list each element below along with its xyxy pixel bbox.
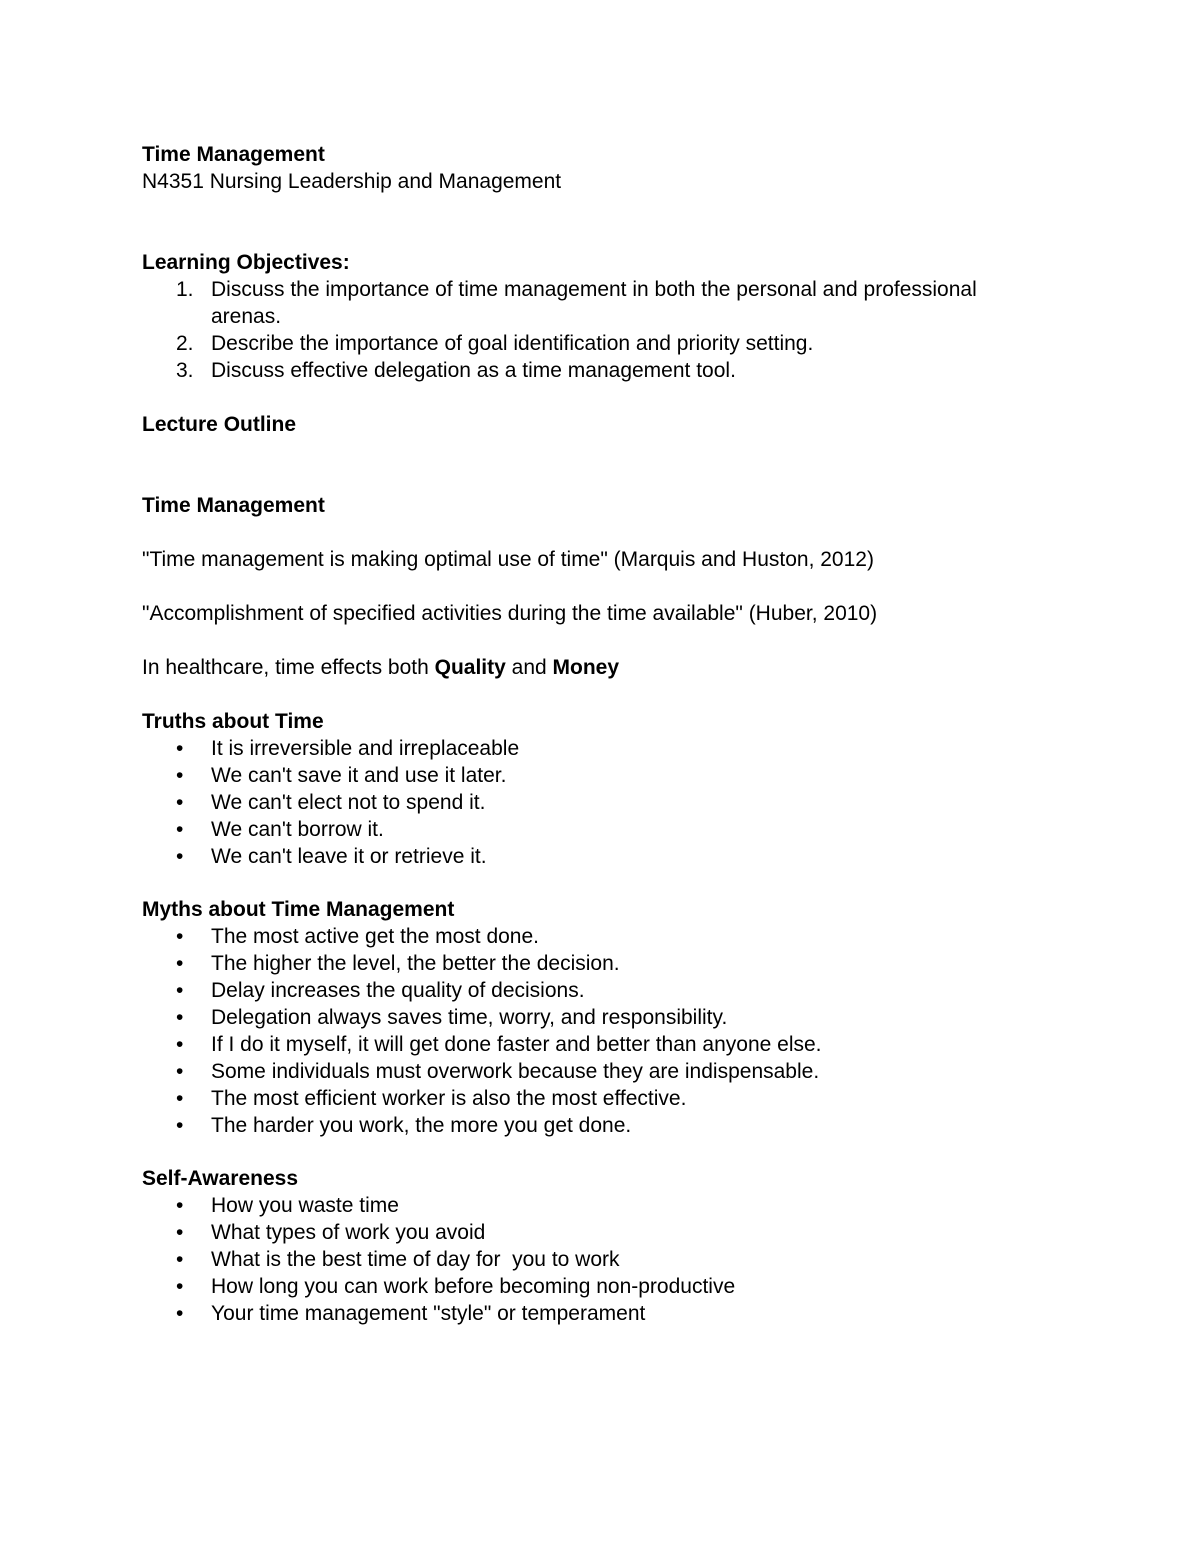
item-text: We can't elect not to spend it. xyxy=(211,791,486,814)
bullet-icon: • xyxy=(176,1302,184,1325)
item-text: We can't leave it or retrieve it. xyxy=(211,845,487,868)
item-text: The most active get the most done. xyxy=(211,925,540,948)
list-item xyxy=(142,1246,1022,1273)
section-heading: Time Management xyxy=(142,494,325,517)
bullet-icon: • xyxy=(176,845,184,868)
item-text: We can't save it and use it later. xyxy=(211,764,507,787)
list-item xyxy=(142,1192,1022,1219)
bullet-icon: • xyxy=(176,1248,184,1271)
item-number: 3. xyxy=(176,359,194,382)
and-word: and xyxy=(505,656,553,679)
bullet-icon: • xyxy=(176,1087,184,1110)
list-item xyxy=(142,1085,1022,1112)
item-text: Discuss effective delegation as a time management tool. xyxy=(211,359,736,382)
bullet-icon: • xyxy=(176,764,184,787)
item-text: Some individuals must overwork because they are indispensable. xyxy=(211,1060,820,1083)
list-item xyxy=(142,1112,1022,1139)
item-text: How you waste time xyxy=(211,1194,399,1217)
spacer xyxy=(142,384,1022,411)
spacer xyxy=(142,195,1022,249)
list-item xyxy=(142,1058,1022,1085)
spacer xyxy=(142,627,1022,654)
item-text: What types of work you avoid xyxy=(211,1221,486,1244)
item-text: Describe the importance of goal identification and priority setting. xyxy=(211,332,814,355)
item-text: Delegation always saves time, worry, and responsibility. xyxy=(211,1006,728,1029)
quality-word: Quality xyxy=(434,656,506,679)
spacer xyxy=(142,438,1022,492)
item-text: How long you can work before becoming non-productive xyxy=(211,1275,736,1298)
item-text: What is the best time of day for you to work xyxy=(211,1248,620,1271)
item-text: Discuss the importance of time management in both the personal and professional arenas. xyxy=(211,278,977,328)
self-awareness-heading: Self-Awareness xyxy=(142,1167,299,1190)
spacer xyxy=(142,519,1022,546)
list-item xyxy=(142,789,1022,816)
bullet-icon: • xyxy=(176,1033,184,1056)
list-item xyxy=(142,950,1022,977)
item-text: We can't borrow it. xyxy=(211,818,384,841)
list-item xyxy=(142,357,1022,384)
myths-heading: Myths about Time Management xyxy=(142,898,455,921)
bullet-icon: • xyxy=(176,818,184,841)
outline-heading: Lecture Outline xyxy=(142,413,297,436)
bullet-icon: • xyxy=(176,1006,184,1029)
list-item xyxy=(142,276,1022,330)
list-item xyxy=(142,843,1022,870)
item-text: The most efficient worker is also the most effective. xyxy=(211,1087,687,1110)
document-title: Time Management xyxy=(142,143,325,166)
item-number: 2. xyxy=(176,332,194,355)
objectives-heading: Learning Objectives: xyxy=(142,251,350,274)
list-item xyxy=(142,816,1022,843)
healthcare-prefix: In healthcare, time effects both xyxy=(142,656,435,679)
list-item xyxy=(142,977,1022,1004)
bullet-icon: • xyxy=(176,1114,184,1137)
list-item xyxy=(142,1031,1022,1058)
bullet-icon: • xyxy=(176,1275,184,1298)
list-item xyxy=(142,762,1022,789)
list-item xyxy=(142,1004,1022,1031)
spacer xyxy=(142,573,1022,600)
list-item xyxy=(142,330,1022,357)
item-text: If I do it myself, it will get done faster and better than anyone else. xyxy=(211,1033,822,1056)
quote-marquis: "Time management is making optimal use of time" (Marquis and Huston, 2012) xyxy=(142,548,874,571)
item-text: The harder you work, the more you get done. xyxy=(211,1114,632,1137)
bullet-icon: • xyxy=(176,1221,184,1244)
item-number: 1. xyxy=(176,278,194,301)
bullet-icon: • xyxy=(176,1194,184,1217)
bullet-icon: • xyxy=(176,925,184,948)
item-text: The higher the level, the better the decision. xyxy=(211,952,620,975)
self-awareness-list xyxy=(142,1192,1022,1327)
list-item xyxy=(142,1273,1022,1300)
bullet-icon: • xyxy=(176,1060,184,1083)
item-text: Delay increases the quality of decisions. xyxy=(211,979,585,1002)
myths-list xyxy=(142,923,1022,1139)
spacer xyxy=(142,1139,1022,1165)
bullet-icon: • xyxy=(176,979,184,1002)
spacer xyxy=(142,870,1022,896)
truths-list xyxy=(142,735,1022,870)
list-item xyxy=(142,1300,1022,1327)
list-item xyxy=(142,923,1022,950)
list-item xyxy=(142,735,1022,762)
truths-heading: Truths about Time xyxy=(142,710,324,733)
money-word: Money xyxy=(552,656,620,679)
item-text: It is irreversible and irreplaceable xyxy=(211,737,520,760)
bullet-icon: • xyxy=(176,952,184,975)
spacer xyxy=(142,681,1022,708)
quote-huber: "Accomplishment of specified activities during the time available" (Huber, 2010) xyxy=(142,602,878,625)
healthcare-statement xyxy=(142,654,1022,681)
course-subtitle: N4351 Nursing Leadership and Management xyxy=(142,170,562,193)
item-text: Your time management "style" or temperament xyxy=(211,1302,646,1325)
objectives-list xyxy=(142,276,1022,384)
bullet-icon: • xyxy=(176,791,184,814)
document-page xyxy=(142,141,1022,1327)
list-item xyxy=(142,1219,1022,1246)
bullet-icon: • xyxy=(176,737,184,760)
